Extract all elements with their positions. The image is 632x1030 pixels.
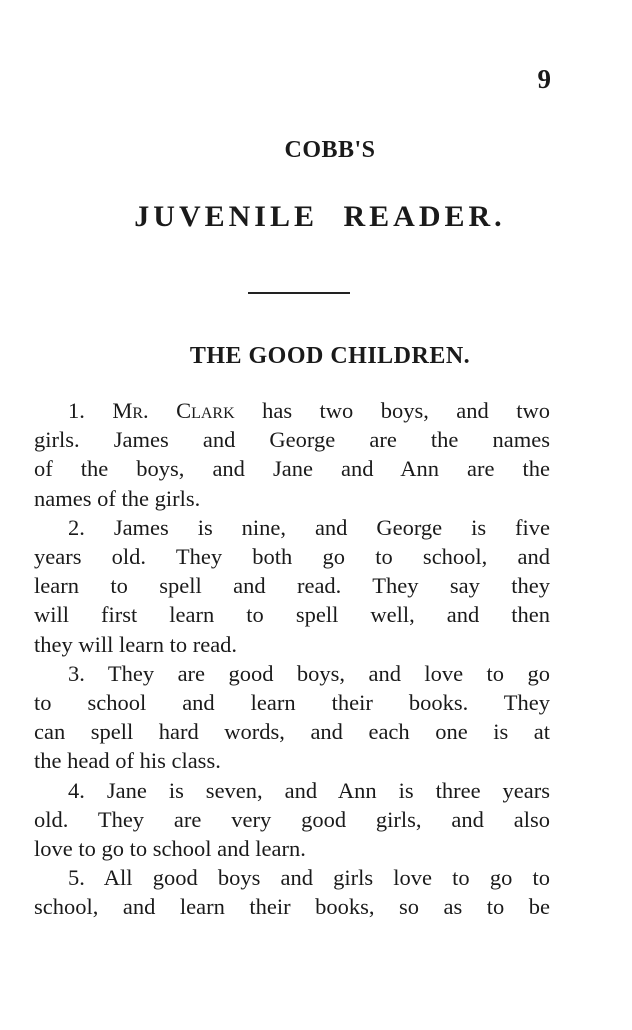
text-line: learn to spell and read. They say they <box>34 573 550 599</box>
running-head: COBB'S <box>284 137 376 163</box>
text-line <box>34 659 550 688</box>
paragraph-1 <box>34 396 550 513</box>
divider-rule <box>248 292 350 294</box>
paragraph-number: 5. <box>68 865 85 891</box>
text-line: will first learn to spell well, and then <box>34 602 550 628</box>
text-line: the head of his class. <box>34 748 221 774</box>
text-fragment: has two boys, and two <box>234 398 550 423</box>
paragraph-2 <box>34 513 550 659</box>
body-text <box>34 396 550 922</box>
book-title: JUVENILE READER. <box>134 200 506 233</box>
text-fragment: They are good boys, and love to go <box>107 660 550 686</box>
text-line: to school and learn their books. They <box>34 690 550 716</box>
text-line <box>34 513 550 542</box>
text-line: old. They are very good girls, and also <box>34 806 550 832</box>
text-line: names of the girls. <box>34 485 201 511</box>
text-fragment: James is nine, and George is five <box>113 514 551 540</box>
text-line: love to go to school and learn. <box>34 836 306 862</box>
chapter-title: THE GOOD CHILDREN. <box>189 343 471 369</box>
name-small-caps: Mr. Clark <box>112 398 235 423</box>
text-line: they will learn to read. <box>34 631 238 657</box>
text-line <box>34 396 550 425</box>
text-line <box>34 863 550 892</box>
paragraph-number: 2. <box>68 514 85 540</box>
text-line: girls. James and George are the names <box>34 427 550 453</box>
paragraph-number: 3. <box>68 660 85 686</box>
text-line: can spell hard words, and each one is at <box>34 719 550 745</box>
text-line: of the boys, and Jane and Ann are the <box>34 456 550 482</box>
paragraph-3 <box>34 659 550 776</box>
page-number: 9 <box>537 64 551 94</box>
text-fragment: Jane is seven, and Ann is three years <box>106 777 551 803</box>
text-line: school, and learn their books, so as to be <box>34 894 550 920</box>
paragraph-number: 1. <box>68 398 85 423</box>
paragraph-5 <box>34 863 550 921</box>
paragraph-number: 4. <box>68 777 85 803</box>
text-fragment: All good boys and girls love to go to <box>103 865 550 891</box>
text-line: years old. They both go to school, and <box>34 544 550 570</box>
text-line <box>34 776 550 805</box>
paragraph-4 <box>34 776 550 864</box>
